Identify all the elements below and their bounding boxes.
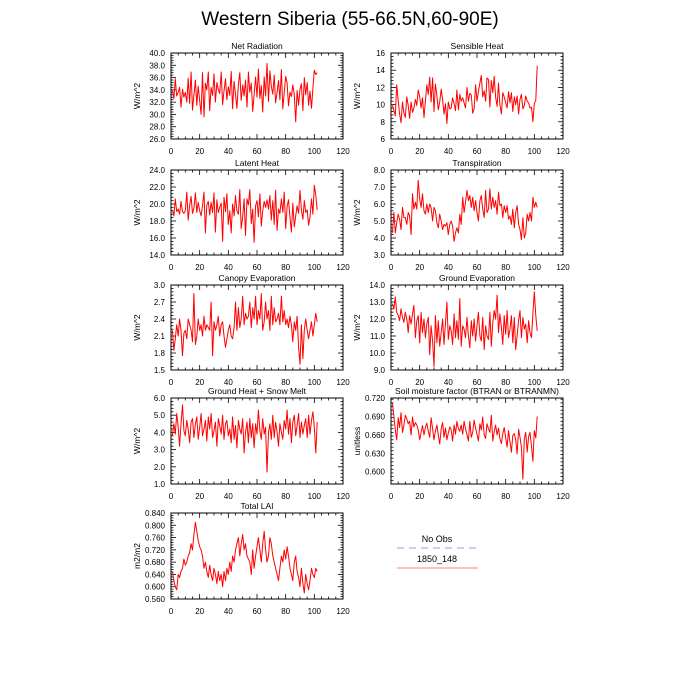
y-axis-label: W/m^2 (132, 427, 142, 455)
x-tick-label: 100 (527, 147, 542, 156)
x-tick-label: 80 (501, 492, 511, 501)
y-axis-label: unitless (352, 426, 362, 456)
y-tick-label: 2.4 (153, 315, 165, 324)
y-tick-label: 0.760 (144, 533, 165, 543)
y-tick-label: 2.7 (153, 298, 165, 307)
panel-title: Canopy Evaporation (218, 273, 296, 283)
y-tick-label: 16 (376, 49, 385, 58)
x-tick-label: 40 (223, 263, 233, 272)
x-tick-label: 100 (307, 147, 322, 156)
x-tick-label: 40 (443, 492, 453, 501)
y-tick-label: 0.840 (144, 509, 165, 518)
chart-panel-2 (352, 41, 570, 156)
x-tick-label: 20 (195, 263, 205, 272)
x-tick-label: 0 (168, 492, 174, 501)
panel-title: Total LAI (240, 501, 274, 511)
plot-frame (171, 285, 343, 370)
y-tick-label: 6.0 (153, 394, 165, 403)
chart-panel-5 (132, 273, 350, 387)
y-axis-label: m2/m2 (132, 543, 142, 569)
x-tick-label: 0 (388, 263, 394, 272)
y-tick-label: 20.0 (149, 200, 165, 209)
y-tick-label: 24.0 (149, 166, 165, 175)
y-axis-label: W/m^2 (352, 82, 362, 110)
y-tick-label: 5.0 (373, 217, 385, 226)
y-tick-label: 22.0 (149, 183, 165, 192)
x-tick-label: 20 (415, 378, 425, 387)
x-tick-label: 120 (336, 378, 350, 387)
x-tick-label: 80 (281, 378, 291, 387)
y-tick-label: 9.0 (373, 366, 385, 375)
x-tick-label: 120 (336, 607, 350, 616)
y-tick-label: 3.0 (373, 251, 385, 260)
x-tick-label: 40 (223, 147, 233, 156)
x-tick-label: 0 (388, 147, 394, 156)
x-tick-label: 0 (168, 147, 174, 156)
x-tick-label: 20 (415, 263, 425, 272)
panel-title: Soil moisture factor (BTRAN or BTRANMN) (395, 386, 559, 396)
x-tick-label: 0 (168, 263, 174, 272)
x-tick-label: 60 (252, 263, 262, 272)
x-tick-label: 20 (195, 147, 205, 156)
x-tick-label: 0 (388, 378, 394, 387)
series-line (392, 403, 537, 479)
y-tick-label: 38.0 (149, 61, 165, 71)
x-tick-label: 60 (472, 147, 482, 156)
x-tick-label: 60 (252, 607, 262, 616)
x-tick-label: 100 (527, 263, 542, 272)
y-tick-label: 28.0 (149, 122, 165, 132)
y-axis-label: W/m^2 (132, 314, 142, 341)
y-axis-label: W/m^2 (352, 314, 362, 341)
x-tick-label: 20 (415, 147, 425, 156)
chart-panel-7 (132, 386, 350, 501)
y-tick-label: 14.0 (149, 251, 165, 260)
x-tick-label: 120 (336, 263, 350, 272)
x-tick-label: 20 (195, 607, 205, 616)
y-tick-label: 40.0 (149, 49, 165, 58)
x-tick-label: 0 (168, 378, 174, 387)
x-tick-label: 80 (281, 263, 291, 272)
y-tick-label: 0.640 (144, 570, 165, 580)
chart-panel-3 (132, 158, 350, 272)
x-tick-label: 120 (556, 378, 570, 387)
series-line (172, 294, 317, 365)
x-tick-label: 0 (388, 492, 394, 501)
x-tick-label: 60 (472, 378, 482, 387)
y-tick-label: 0.560 (144, 595, 165, 604)
legend-label: No Obs (421, 534, 453, 544)
y-tick-label: 14 (376, 66, 385, 76)
y-tick-label: 13.0 (369, 298, 385, 307)
x-tick-label: 40 (223, 378, 233, 387)
y-tick-label: 36.0 (149, 73, 165, 83)
x-tick-label: 60 (472, 492, 482, 501)
legend-label: 1850_148 (416, 554, 458, 564)
plot-frame (171, 398, 343, 484)
y-axis-label: W/m^2 (132, 82, 142, 110)
chart-panel-8 (352, 386, 570, 501)
y-tick-label: 10 (376, 100, 385, 110)
chart-panel-4 (352, 158, 570, 272)
chart-panel-9 (132, 501, 350, 616)
y-tick-label: 18.0 (149, 217, 165, 226)
y-tick-label: 16.0 (149, 234, 165, 243)
x-tick-label: 20 (195, 378, 205, 387)
panel-title: Transpiration (452, 158, 502, 168)
x-tick-label: 80 (501, 378, 511, 387)
x-tick-label: 100 (307, 607, 322, 616)
x-tick-label: 80 (281, 607, 291, 616)
y-tick-label: 7.0 (373, 183, 385, 192)
panel-title: Ground Heat + Snow Melt (207, 386, 307, 396)
y-tick-label: 4.0 (373, 234, 385, 243)
panel-title: Net Radiation (231, 41, 283, 51)
y-tick-label: 0.600 (364, 467, 385, 477)
panel-title: Sensible Heat (450, 41, 504, 51)
x-tick-label: 40 (223, 492, 233, 501)
y-tick-label: 1.8 (153, 349, 165, 358)
plot-frame (171, 513, 343, 599)
y-tick-label: 32.0 (149, 98, 165, 108)
series-line (172, 522, 317, 593)
x-tick-label: 60 (252, 378, 262, 387)
x-tick-label: 120 (556, 147, 570, 156)
x-tick-label: 40 (443, 147, 453, 156)
y-tick-label: 3.0 (153, 281, 165, 290)
x-tick-label: 80 (281, 492, 291, 501)
x-tick-label: 20 (195, 492, 205, 501)
y-tick-label: 4.0 (153, 428, 165, 438)
x-tick-label: 100 (527, 492, 542, 501)
y-tick-label: 30.0 (149, 110, 165, 120)
y-tick-label: 5.0 (153, 411, 165, 421)
x-tick-label: 80 (281, 147, 291, 156)
y-tick-label: 0.720 (144, 545, 165, 555)
panel-title: Latent Heat (235, 158, 279, 168)
y-tick-label: 2.0 (153, 462, 165, 472)
y-tick-label: 34.0 (149, 85, 165, 95)
x-tick-label: 20 (415, 492, 425, 501)
x-tick-label: 60 (472, 263, 482, 272)
y-tick-label: 6.0 (373, 200, 385, 209)
y-tick-label: 10.0 (369, 349, 385, 358)
x-tick-label: 40 (443, 263, 453, 272)
x-tick-label: 80 (501, 263, 511, 272)
x-tick-label: 60 (252, 492, 262, 501)
x-tick-label: 60 (252, 147, 262, 156)
x-tick-label: 80 (501, 147, 511, 156)
y-tick-label: 0.630 (364, 449, 385, 459)
y-tick-label: 3.0 (153, 445, 165, 455)
y-tick-label: 8.0 (373, 166, 385, 175)
y-tick-label: 12.0 (369, 315, 385, 324)
x-tick-label: 120 (336, 492, 350, 501)
series-line (392, 66, 537, 124)
y-tick-label: 2.1 (153, 332, 165, 341)
x-tick-label: 100 (307, 263, 322, 272)
chart-panel-6 (352, 273, 570, 387)
y-tick-label: 1.5 (153, 366, 165, 375)
x-tick-label: 40 (443, 378, 453, 387)
x-tick-label: 100 (527, 378, 542, 387)
y-tick-label: 0.680 (144, 558, 165, 568)
y-tick-label: 0.660 (364, 430, 385, 440)
chart-panel-1 (132, 41, 350, 156)
y-tick-label: 0.600 (144, 582, 165, 592)
y-axis-label: W/m^2 (132, 199, 142, 226)
y-tick-label: 0.720 (364, 394, 385, 403)
x-tick-label: 0 (168, 607, 174, 616)
y-tick-label: 8 (380, 117, 385, 127)
plot-frame (391, 398, 563, 484)
y-tick-label: 0.690 (364, 412, 385, 422)
y-tick-label: 6 (380, 135, 385, 144)
x-tick-label: 100 (307, 378, 322, 387)
panel-title: Ground Evaporation (438, 273, 516, 283)
series-line (392, 180, 537, 241)
x-tick-label: 120 (336, 147, 350, 156)
figure-title: Western Siberia (55-66.5N,60-90E) (201, 9, 499, 30)
series-line (172, 63, 317, 121)
series-line (392, 292, 537, 367)
y-tick-label: 26.0 (149, 135, 165, 144)
y-tick-label: 12 (376, 83, 385, 93)
y-tick-label: 11.0 (370, 332, 385, 341)
x-tick-label: 40 (223, 607, 233, 616)
series-line (172, 185, 317, 242)
y-tick-label: 0.800 (144, 521, 165, 531)
y-tick-label: 1.0 (153, 480, 165, 489)
x-tick-label: 120 (556, 263, 570, 272)
x-tick-label: 100 (307, 492, 322, 501)
x-tick-label: 120 (556, 492, 570, 501)
legend (397, 534, 478, 568)
y-tick-label: 14.0 (369, 281, 385, 290)
series-line (172, 405, 317, 472)
y-axis-label: W/m^2 (352, 199, 362, 226)
